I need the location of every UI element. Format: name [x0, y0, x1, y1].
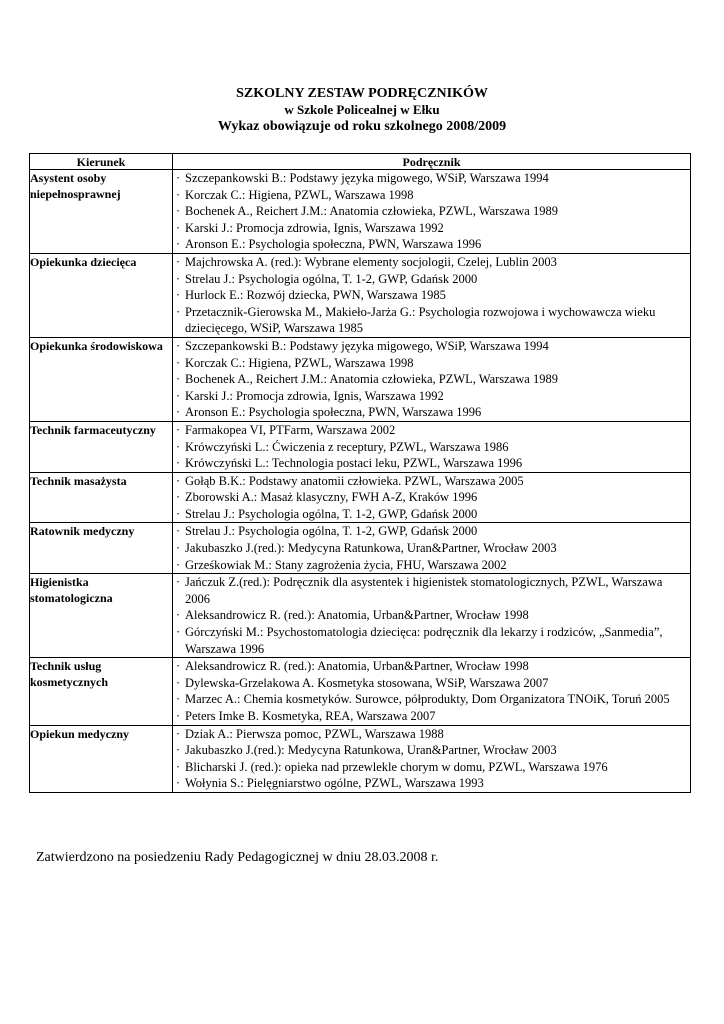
book-entry: · Aronson E.: Psychologia społeczna, PWN, Warszawa 1996	[173, 236, 690, 253]
table-header-row	[30, 154, 691, 170]
book-entry: · Gołąb B.K.: Podstawy anatomii człowieka. PZWL, Warszawa 2005	[173, 473, 690, 490]
podrecznik-cell	[173, 725, 691, 792]
book-entry: · Bochenek A., Reichert J.M.: Anatomia człowieka, PZWL, Warszawa 1989	[173, 371, 690, 388]
book-entry: · Jakubaszko J.(red.): Medycyna Ratunkowa, Uran&Partner, Wrocław 2003	[173, 540, 690, 557]
kierunek-cell: Technik masażysta	[30, 472, 173, 523]
book-entry: · Karski J.: Promocja zdrowia, Ignis, Warszawa 1992	[173, 388, 690, 405]
book-entry: · Dziak A.: Pierwsza pomoc, PZWL, Warszawa 1988	[173, 726, 690, 743]
kierunek-cell: Technik farmaceutyczny	[30, 421, 173, 472]
textbook-table	[29, 153, 691, 793]
book-entry: · Jańczuk Z.(red.): Podręcznik dla asystentek i higienistek stomatologicznych, PZWL, Warszawa 2006	[173, 574, 690, 607]
book-entry: · Korczak C.: Higiena, PZWL, Warszawa 1998	[173, 355, 690, 372]
document-title: SZKOLNY ZESTAW PODRĘCZNIKÓW	[236, 86, 488, 101]
kierunek-cell: Higienistka stomatologiczna	[30, 574, 173, 658]
table-row	[30, 421, 691, 472]
kierunek-cell: Opiekunka dziecięca	[30, 253, 173, 337]
book-entry: · Strelau J.: Psychologia ogólna, T. 1-2, GWP, Gdańsk 2000	[173, 506, 690, 523]
book-entry: · Majchrowska A. (red.): Wybrane elementy socjologii, Czelej, Lublin 2003	[173, 254, 690, 271]
table-row	[30, 658, 691, 725]
table-row	[30, 170, 691, 254]
book-entry: · Krówczyński L.: Technologia postaci leku, PZWL, Warszawa 1996	[173, 455, 690, 472]
book-entry: · Wołynia S.: Pielęgniarstwo ogólne, PZWL, Warszawa 1993	[173, 775, 690, 792]
podrecznik-cell	[173, 523, 691, 574]
approval-note: Zatwierdzono na posiedzeniu Rady Pedagogicznej w dniu 28.03.2008 r.	[36, 850, 439, 865]
book-entry: · Blicharski J. (red.): opieka nad przewlekle chorym w domu, PZWL, Warszawa 1976	[173, 759, 690, 776]
kierunek-cell: Ratownik medyczny	[30, 523, 173, 574]
book-entry: · Farmakopea VI, PTFarm, Warszawa 2002	[173, 422, 690, 439]
podrecznik-cell	[173, 170, 691, 254]
podrecznik-cell	[173, 658, 691, 725]
book-entry: · Zborowski A.: Masaż klasyczny, FWH A-Z, Kraków 1996	[173, 489, 690, 506]
book-entry: · Aleksandrowicz R. (red.): Anatomia, Urban&Partner, Wrocław 1998	[173, 658, 690, 675]
book-entry: · Dylewska-Grzelakowa A. Kosmetyka stosowana, WSiP, Warszawa 2007	[173, 675, 690, 692]
book-entry: · Aleksandrowicz R. (red.): Anatomia, Urban&Partner, Wrocław 1998	[173, 607, 690, 624]
book-entry: · Jakubaszko J.(red.): Medycyna Ratunkowa, Uran&Partner, Wrocław 2003	[173, 742, 690, 759]
table-row	[30, 574, 691, 658]
podrecznik-cell	[173, 574, 691, 658]
kierunek-cell: Asystent osoby niepełnosprawnej	[30, 170, 173, 254]
table-row	[30, 725, 691, 792]
podrecznik-cell	[173, 337, 691, 421]
book-entry: · Szczepankowski B.: Podstawy języka migowego, WSiP, Warszawa 1994	[173, 170, 690, 187]
kierunek-cell: Opiekunka środowiskowa	[30, 337, 173, 421]
table-body	[30, 170, 691, 793]
book-entry: · Bochenek A., Reichert J.M.: Anatomia człowieka, PZWL, Warszawa 1989	[173, 203, 690, 220]
book-entry: · Grześkowiak M.: Stany zagrożenia życia, FHU, Warszawa 2002	[173, 557, 690, 574]
kierunek-cell: Technik usług kosmetycznych	[30, 658, 173, 725]
table-row	[30, 523, 691, 574]
table-row	[30, 253, 691, 337]
book-entry: · Strelau J.: Psychologia ogólna, T. 1-2, GWP, Gdańsk 2000	[173, 523, 690, 540]
document-header	[0, 86, 724, 136]
column-header-podrecznik: Podręcznik	[173, 154, 691, 170]
book-entry: · Przetacznik-Gierowska M., Makieło-Jarża G.: Psychologia rozwojowa i wychowawcza wieku dziecięcego, WSiP, Warszawa 1985	[173, 304, 690, 337]
table-row	[30, 337, 691, 421]
book-entry: · Aronson E.: Psychologia społeczna, PWN, Warszawa 1996	[173, 404, 690, 421]
column-header-kierunek: Kierunek	[30, 154, 173, 170]
book-entry: · Hurlock E.: Rozwój dziecka, PWN, Warszawa 1985	[173, 287, 690, 304]
document-subtitle: Wykaz obowiązuje od roku szkolnego 2008/2009	[217, 119, 507, 134]
podrecznik-cell	[173, 253, 691, 337]
kierunek-cell: Opiekun medyczny	[30, 725, 173, 792]
podrecznik-cell	[173, 421, 691, 472]
book-entry: · Peters Imke B. Kosmetyka, REA, Warszawa 2007	[173, 708, 690, 725]
school-name: w Szkole Policealnej w Ełku	[284, 102, 440, 117]
podrecznik-cell	[173, 472, 691, 523]
table-row	[30, 472, 691, 523]
book-entry: · Strelau J.: Psychologia ogólna, T. 1-2, GWP, Gdańsk 2000	[173, 271, 690, 288]
book-entry: · Marzec A.: Chemia kosmetyków. Surowce, półprodukty, Dom Organizatora TNOiK, Toruń 2005	[173, 691, 690, 708]
book-entry: · Korczak C.: Higiena, PZWL, Warszawa 1998	[173, 187, 690, 204]
book-entry: · Karski J.: Promocja zdrowia, Ignis, Warszawa 1992	[173, 220, 690, 237]
book-entry: · Szczepankowski B.: Podstawy języka migowego, WSiP, Warszawa 1994	[173, 338, 690, 355]
book-entry: · Krówczyński L.: Ćwiczenia z receptury, PZWL, Warszawa 1986	[173, 439, 690, 456]
book-entry: · Górczyński M.: Psychostomatologia dziecięca: podręcznik dla lekarzy i rodziców, „Sanmedia”, Warszawa 1996	[173, 624, 690, 657]
